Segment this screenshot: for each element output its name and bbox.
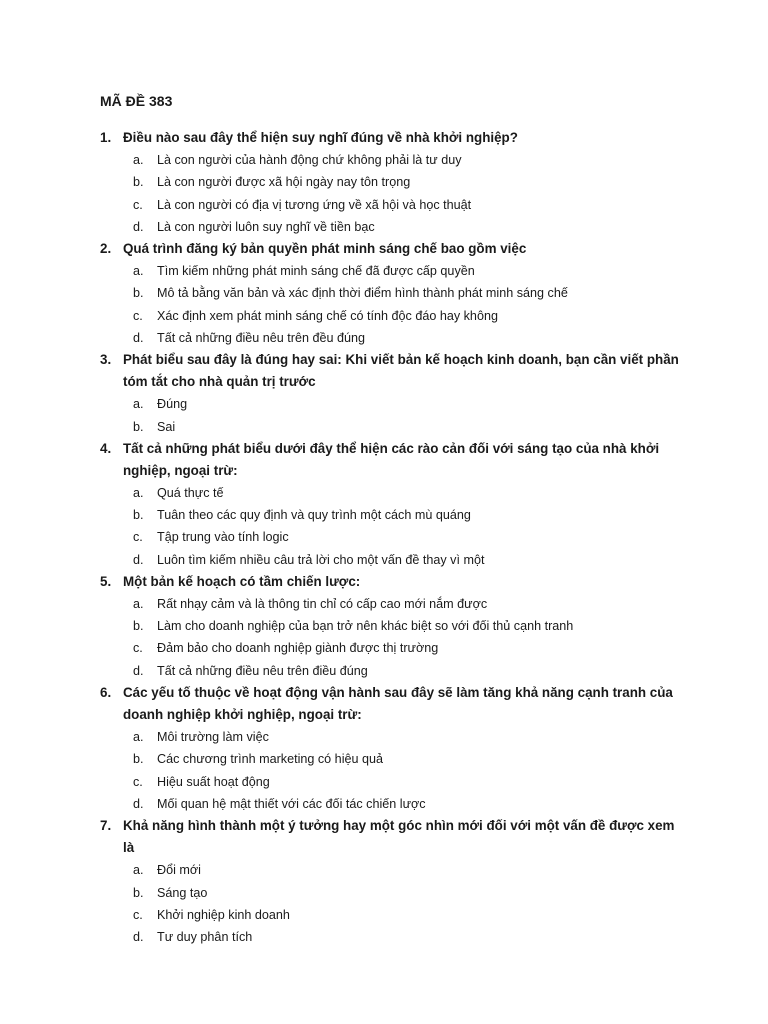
answer-option <box>0 637 768 659</box>
option-list <box>0 593 768 682</box>
option-text: Xác định xem phát minh sáng chế có tính độc đáo hay không <box>157 308 498 323</box>
question-text: Tất cả những phát biểu dưới đây thể hiện các rào cản đối với sáng tạo của nhà khởi nghiệp, ngoại trừ: <box>123 440 660 478</box>
option-letter: d. <box>133 796 144 811</box>
option-text: Tư duy phân tích <box>157 929 253 944</box>
option-text: Tập trung vào tính logic <box>157 530 289 545</box>
question-number: 7. <box>100 817 112 833</box>
option-text: Đảm bảo cho doanh nghiệp giành được thị trường <box>157 641 439 656</box>
option-text: Luôn tìm kiếm nhiều câu trả lời cho một vấn đề thay vì một <box>157 552 485 567</box>
answer-option <box>0 216 768 238</box>
answer-option <box>0 615 768 637</box>
answer-option <box>0 149 768 171</box>
question-number: 6. <box>100 684 112 700</box>
option-text: Mô tả bằng văn bản và xác định thời điểm hình thành phát minh sáng chế <box>157 286 568 301</box>
option-text: Tuân theo các quy định và quy trình một cách mù quáng <box>157 508 471 523</box>
answer-option <box>0 305 768 327</box>
question-number: 2. <box>100 240 112 256</box>
option-letter: d. <box>133 219 144 234</box>
question-text: Một bản kế hoạch có tầm chiến lược: <box>123 573 361 589</box>
option-text: Các chương trình marketing có hiệu quả <box>157 752 384 767</box>
option-letter: b. <box>133 752 144 767</box>
option-text: Là con người có địa vị tương ứng về xã hội và học thuật <box>157 197 472 212</box>
question-2 <box>0 238 768 349</box>
answer-option <box>0 171 768 193</box>
answer-option <box>0 327 768 349</box>
option-letter: b. <box>133 175 144 190</box>
answer-option <box>0 771 768 793</box>
option-text: Khởi nghiệp kinh doanh <box>157 907 290 922</box>
option-text: Làm cho doanh nghiệp của bạn trở nên khác biệt so với đối thủ cạnh tranh <box>157 619 574 634</box>
question-text: Quá trình đăng ký bản quyền phát minh sáng chế bao gồm việc <box>123 240 527 256</box>
question-4 <box>0 438 768 571</box>
option-letter: b. <box>133 508 144 523</box>
question-stem <box>0 571 768 593</box>
option-text: Là con người luôn suy nghĩ về tiền bạc <box>157 219 375 234</box>
option-letter: b. <box>133 286 144 301</box>
question-5 <box>0 571 768 682</box>
option-text: Tất cả những điều nêu trên điều đúng <box>157 663 368 678</box>
answer-option <box>0 282 768 304</box>
option-letter: d. <box>133 552 144 567</box>
option-letter: c. <box>133 907 143 922</box>
question-text: Các yếu tố thuộc về hoạt động vận hành sau đây sẽ làm tăng khả năng cạnh tranh của doanh nghiệp khởi nghiệp, ngoại trừ: <box>123 684 673 722</box>
answer-option <box>0 904 768 926</box>
question-stem <box>0 438 768 482</box>
option-letter: a. <box>133 863 144 878</box>
question-stem <box>0 238 768 260</box>
option-text: Đúng <box>157 397 188 412</box>
answer-option <box>0 504 768 526</box>
question-number: 5. <box>100 573 112 589</box>
answer-option <box>0 660 768 682</box>
option-text: Hiệu suất hoạt động <box>157 774 270 789</box>
exam-code-title: MÃ ĐỀ 383 <box>100 93 173 109</box>
question-text: Phát biểu sau đây là đúng hay sai: Khi viết bản kế hoạch kinh doanh, bạn cần viết phần tóm tắt cho nhà quản trị trước <box>123 351 679 390</box>
option-letter: b. <box>133 419 144 434</box>
question-3 <box>0 349 768 438</box>
question-number: 3. <box>100 351 112 367</box>
option-letter: a. <box>133 597 144 612</box>
option-letter: b. <box>133 619 144 634</box>
question-number: 4. <box>100 440 112 456</box>
option-letter: d. <box>133 330 144 345</box>
option-text: Tìm kiếm những phát minh sáng chế đã được cấp quyền <box>157 264 475 279</box>
option-list <box>0 393 768 437</box>
option-letter: c. <box>133 530 143 545</box>
option-list <box>0 726 768 815</box>
question-7 <box>0 815 768 948</box>
answer-option <box>0 859 768 881</box>
option-text: Đổi mới <box>157 863 201 878</box>
answer-option <box>0 793 768 815</box>
option-text: Môi trường làm việc <box>157 730 269 745</box>
option-text: Là con người của hành động chứ không phải là tư duy <box>157 153 462 168</box>
option-letter: b. <box>133 885 144 900</box>
option-text: Rất nhạy cảm và là thông tin chỉ có cấp cao mới nắm được <box>157 597 488 612</box>
option-text: Tất cả những điều nêu trên đều đúng <box>157 330 365 345</box>
question-text: Điều nào sau đây thể hiện suy nghĩ đúng về nhà khởi nghiệp? <box>123 130 518 145</box>
question-stem <box>0 682 768 726</box>
option-letter: c. <box>133 774 143 789</box>
option-list <box>0 260 768 349</box>
option-letter: a. <box>133 153 144 168</box>
answer-option <box>0 482 768 504</box>
answer-option <box>0 260 768 282</box>
answer-option <box>0 882 768 904</box>
answer-option <box>0 726 768 748</box>
question-stem <box>0 127 768 149</box>
question-stem <box>0 815 768 859</box>
answer-option <box>0 194 768 216</box>
option-text: Là con người được xã hội ngày nay tôn trọng <box>157 175 411 190</box>
option-letter: d. <box>133 929 144 944</box>
answer-option <box>0 393 768 415</box>
answer-option <box>0 549 768 571</box>
question-text: Khả năng hình thành một ý tưởng hay một góc nhìn mới đối với một vấn đề được xem là <box>123 817 675 856</box>
option-letter: a. <box>133 730 144 745</box>
option-text: Quá thực tế <box>157 486 224 501</box>
option-text: Sáng tạo <box>157 885 208 900</box>
option-letter: a. <box>133 486 144 501</box>
option-letter: c. <box>133 308 143 323</box>
question-list <box>0 127 768 948</box>
answer-option <box>0 526 768 548</box>
question-6 <box>0 682 768 815</box>
answer-option <box>0 926 768 948</box>
answer-option <box>0 416 768 438</box>
option-list <box>0 859 768 948</box>
option-text: Mối quan hệ mật thiết với các đối tác chiến lược <box>157 796 426 811</box>
answer-option <box>0 748 768 770</box>
question-number: 1. <box>100 130 112 145</box>
option-letter: d. <box>133 663 144 678</box>
option-letter: c. <box>133 641 143 656</box>
option-letter: c. <box>133 197 143 212</box>
option-text: Sai <box>157 419 176 434</box>
option-letter: a. <box>133 397 144 412</box>
answer-option <box>0 593 768 615</box>
option-list <box>0 149 768 238</box>
question-stem <box>0 349 768 393</box>
option-letter: a. <box>133 264 144 279</box>
question-1 <box>0 127 768 238</box>
option-list <box>0 482 768 571</box>
